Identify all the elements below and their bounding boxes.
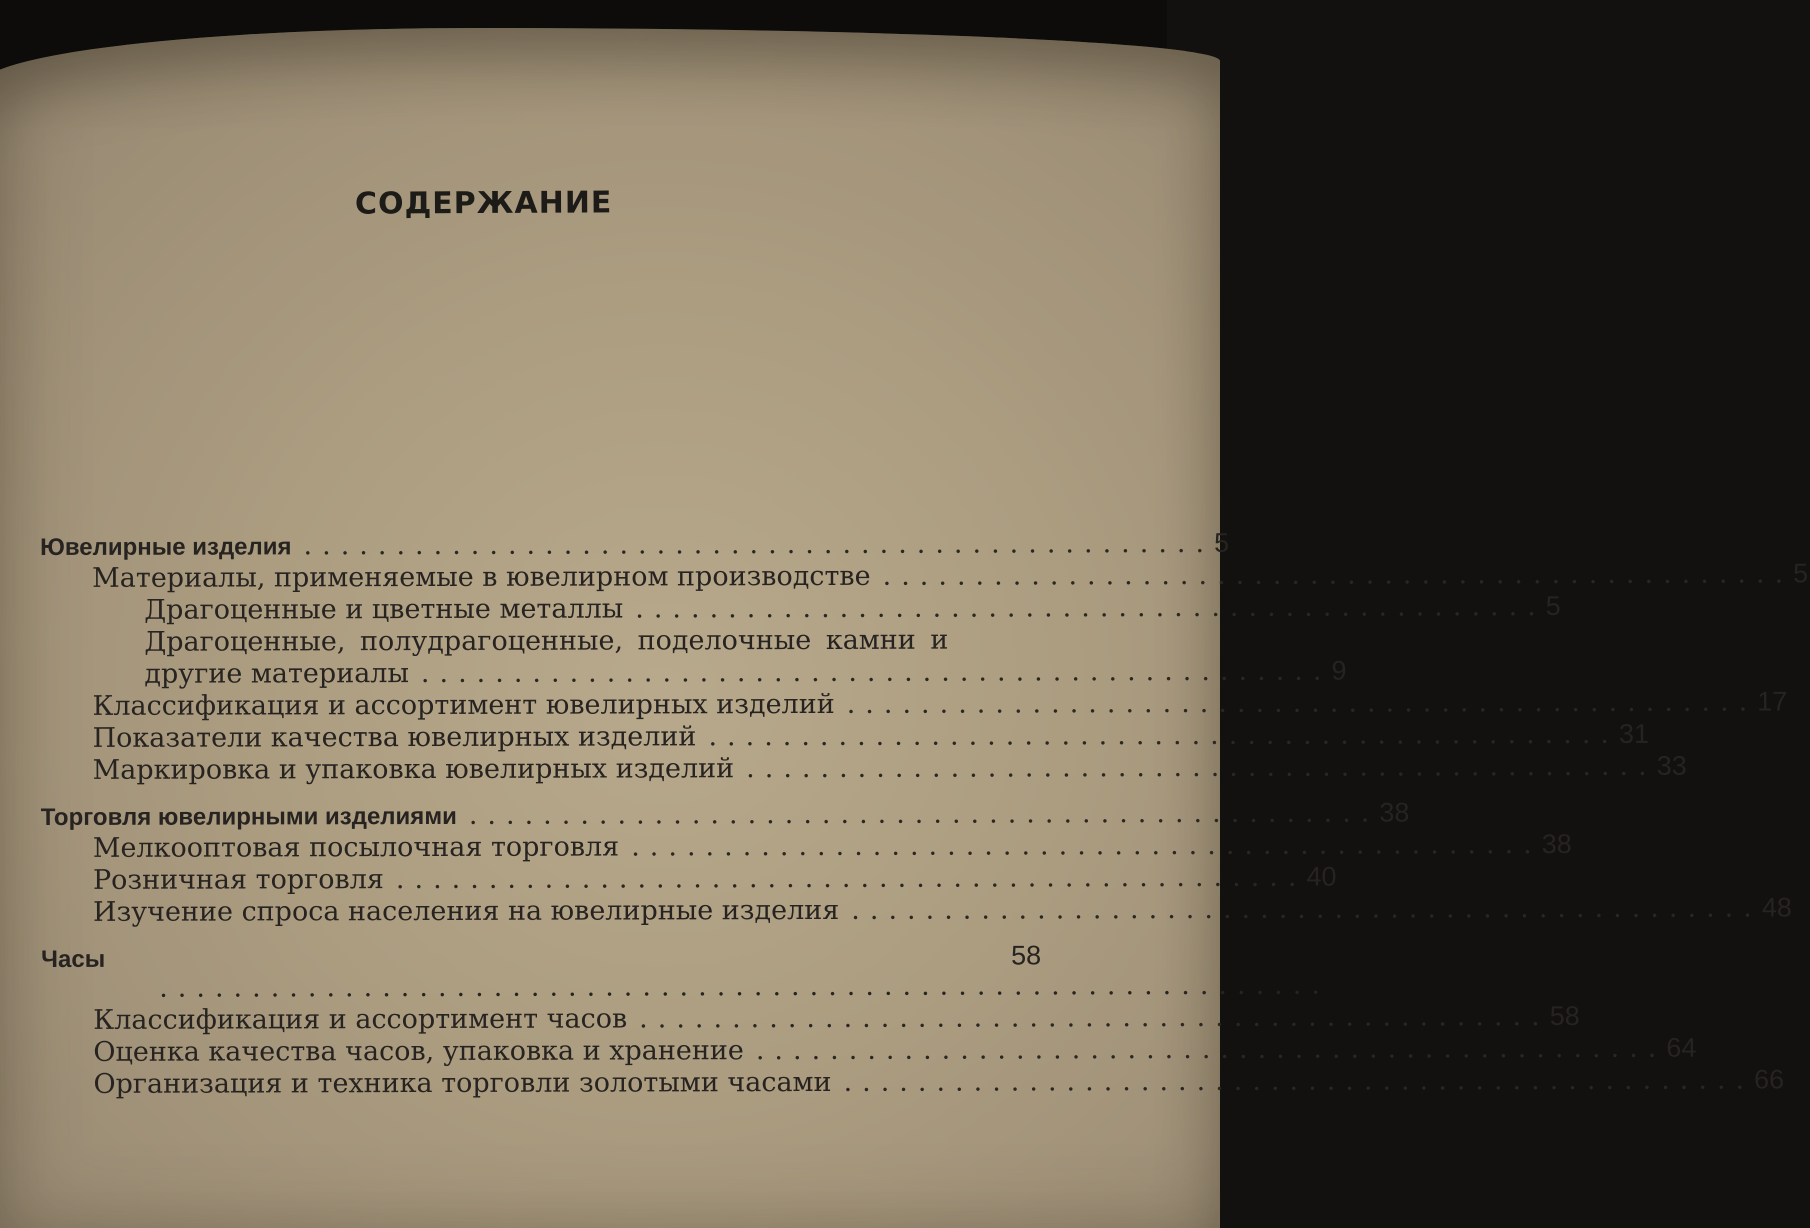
- toc-entry-label-line2: другие материалы: [144, 658, 409, 690]
- dot-leader: .................................................: [468, 797, 1380, 831]
- dot-leader: ...............................................................: [159, 969, 1330, 1004]
- toc-section-trade: [40, 797, 1410, 832]
- toc-page-number: 17: [1757, 686, 1788, 717]
- toc-page-number: 48: [1761, 892, 1792, 923]
- table-of-contents: [40, 527, 1809, 1100]
- toc-section-title: Часы: [41, 945, 106, 973]
- dot-leader: .................................................: [846, 686, 1758, 720]
- toc-section-title: Торговля ювелирными изделиями: [40, 802, 457, 831]
- toc-entry: [41, 861, 1337, 896]
- toc-entry-label: Классификация и ассортимент часов: [93, 1003, 628, 1036]
- dot-leader: .................................................: [708, 718, 1620, 753]
- dot-leader: .................................................: [882, 558, 1794, 592]
- toc-page-number: 9: [1331, 655, 1347, 686]
- toc-entry: [40, 591, 1561, 626]
- toc-page-number: 66: [1754, 1064, 1785, 1095]
- toc-entry: [41, 1064, 1785, 1100]
- toc-entry-label: Материалы, применяемые в ювелирном производстве: [92, 560, 871, 594]
- toc-entry: [40, 686, 1788, 722]
- toc-entry-label: Изучение спроса населения на ювелирные изделия: [92, 894, 840, 928]
- toc-section-watches: [41, 939, 1041, 974]
- toc-page-number: 38: [1379, 797, 1410, 828]
- toc-entry-label: Показатели качества ювелирных изделий: [92, 721, 697, 754]
- dot-leader: .................................................: [851, 892, 1762, 926]
- toc-entry-label: Классификация и ассортимент ювелирных изделий: [92, 688, 835, 722]
- toc-page-number: 38: [1541, 828, 1572, 860]
- toc-entry: [41, 718, 1650, 754]
- toc-entry-label: Мелкооптовая посылочная торговля: [92, 831, 620, 864]
- toc-page-number: 31: [1618, 718, 1650, 749]
- dot-leader: .................................................: [395, 861, 1307, 896]
- toc-entry: [40, 655, 1347, 690]
- toc-entry: [41, 1000, 1580, 1036]
- toc-page-number: 33: [1656, 750, 1687, 781]
- toc-entry-label: Оценка качества часов, упаковка и хранение: [93, 1035, 744, 1068]
- dot-leader: .................................................: [303, 527, 1215, 562]
- spacer: [105, 965, 979, 967]
- toc-entry-label-line1: Драгоценные, полудрагоценные, поделочные камни и: [144, 624, 949, 658]
- toc-entry-label: Маркировка и упаковка ювелирных изделий: [92, 753, 735, 786]
- toc-entry: [41, 892, 1792, 928]
- toc-page-number: 5: [1214, 527, 1230, 558]
- toc-section-title: Ювелирные изделия: [40, 533, 292, 561]
- dot-leader: .................................................: [635, 591, 1546, 625]
- toc-entry-label: Драгоценные и цветные металлы: [144, 593, 624, 626]
- toc-page-number: 5: [1545, 591, 1561, 622]
- dot-leader: .................................................: [843, 1064, 1755, 1098]
- toc-entry: [41, 828, 1572, 864]
- toc-page-number: 58: [1011, 940, 1042, 971]
- toc-page-number: 40: [1306, 861, 1337, 892]
- dot-leader: .................................................: [755, 1032, 1667, 1067]
- toc-entry: [41, 1032, 1697, 1068]
- toc-page-number: 5: [1793, 558, 1809, 589]
- toc-section-jewelry: [40, 527, 1230, 562]
- toc-page-number: 58: [1549, 1000, 1580, 1032]
- dot-leader: .................................................: [639, 1001, 1550, 1035]
- dot-leader: .................................................: [631, 829, 1542, 863]
- page-title: СОДЕРЖАНИЕ: [354, 185, 613, 222]
- dot-leader: .................................................: [420, 655, 1332, 690]
- toc-page-number: 64: [1666, 1032, 1697, 1063]
- toc-entry-label: Розничная торговля: [92, 864, 384, 896]
- toc-entry: [41, 750, 1687, 786]
- toc-entry-label: Организация и техника торговли золотыми часами: [93, 1066, 832, 1100]
- toc-entry: [40, 558, 1809, 594]
- dot-leader: .................................................: [746, 750, 1657, 785]
